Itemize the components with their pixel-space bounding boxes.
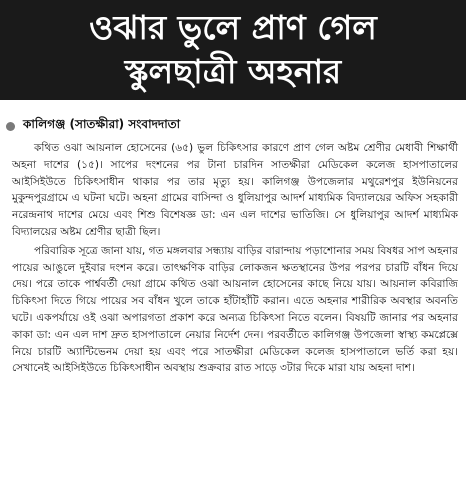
article-paragraph-1: কথিত ওঝা আয়নাল হোসেনের (৬৫) ভুল চিকিৎসার কারণে প্রাণ গেল অষ্টম শ্রেণীর মেধাবী শিক্ষার্থী অহনা দাশের (১৫)। সাপের দংশনের পর টানা চারদিন সাতক্ষীরা মেডিকেল কলেজ হাসপাতালের আইসিইউতে চিকিৎসাধীন থাকার পর তার মৃত্যু হয়। কালিগঞ্জ উপজেলার মথুরেশপুর ইউনিয়নের মুকুন্দপুরগ্রামে এ ঘটনা ঘটে। অহনা গ্রামের বাসিন্দা ও ধুলিয়াপুর আদর্শ মাধ্যমিক বিদ্যালয়ের অফিস সহকারী নরেন্দ্রনাথ দাশের মেয়ে এবং শিশু বিশেষজ্ঞ ডা: এন এল দাশের ভাতিজি। সে ধুলিয়াপুর আদর্শ মাধ্যমিক বিদ্যালয়ের অষ্টম শ্রেণীর ছাত্রী ছিল। — [12, 142, 458, 238]
byline — [6, 116, 180, 136]
article-body — [12, 140, 458, 379]
byline-text: কালিগঞ্জ (সাতক্ষীরা) সংবাদদাতা — [23, 117, 181, 131]
headline-line-1: ওঝার ভুলে প্রাণ গেল — [89, 8, 377, 47]
article-paragraph-2: পরিবারিক সূত্রে জানা যায়, গত মঙ্গলবার সন্ধ্যায় বাড়ির বারান্দায় পড়াশোনার সময় বিষধর সাপ অহনার পায়ের আঙুলে দুইবার দংশন করে। তাৎক্ষণিক বাড়ির লোকজন ক্ষতস্থানের উপর পরপর চারটি বাঁধন দিয়ে দেয়। পরে তাকে পার্শ্ববর্তী দেয়া গ্রামে কথিত ওঝা আয়নাল হোসেনের কাছে নিয়ে যায়। আয়নাল কবিরাজি চিকিৎসা দিতে গিয়ে পায়ের সব বাঁধন খুলে তাকে হাঁটাহাঁটি করান। এতে অহনার শারীরিক অবস্থার অবনতি ঘটে। একপর্যায়ে ওই ওঝা অপারগতা প্রকাশ করে অন্যত্র চিকিৎসা নিতে বলেন। বিষয়টি জানার পর অহনার কাকা ডা: এন এল দাশ দ্রুত হাসপাতালে নেয়ার নির্দেশ দেন। পরবর্তীতে কালিগঞ্জ উপজেলা স্বাস্থ্য কমপ্লেক্সে নিয়ে চারটি অ্যান্টিভেনম দেয়া হয় এবং পরে সাতক্ষীরা মেডিকেল কলেজ হাসপাতালে ভর্তি করা হয়। সেখানেই আইসিইউতে চিকিৎসাধীন অবস্থায় শুক্রবার রাত সাড়ে ৩টার দিকে মারা যায় অহনা দাশ। — [12, 244, 458, 375]
bullet-icon — [6, 122, 15, 131]
headline-banner — [0, 0, 466, 100]
headline-line-2: স্কুলছাত্রী অহনার — [124, 52, 342, 91]
